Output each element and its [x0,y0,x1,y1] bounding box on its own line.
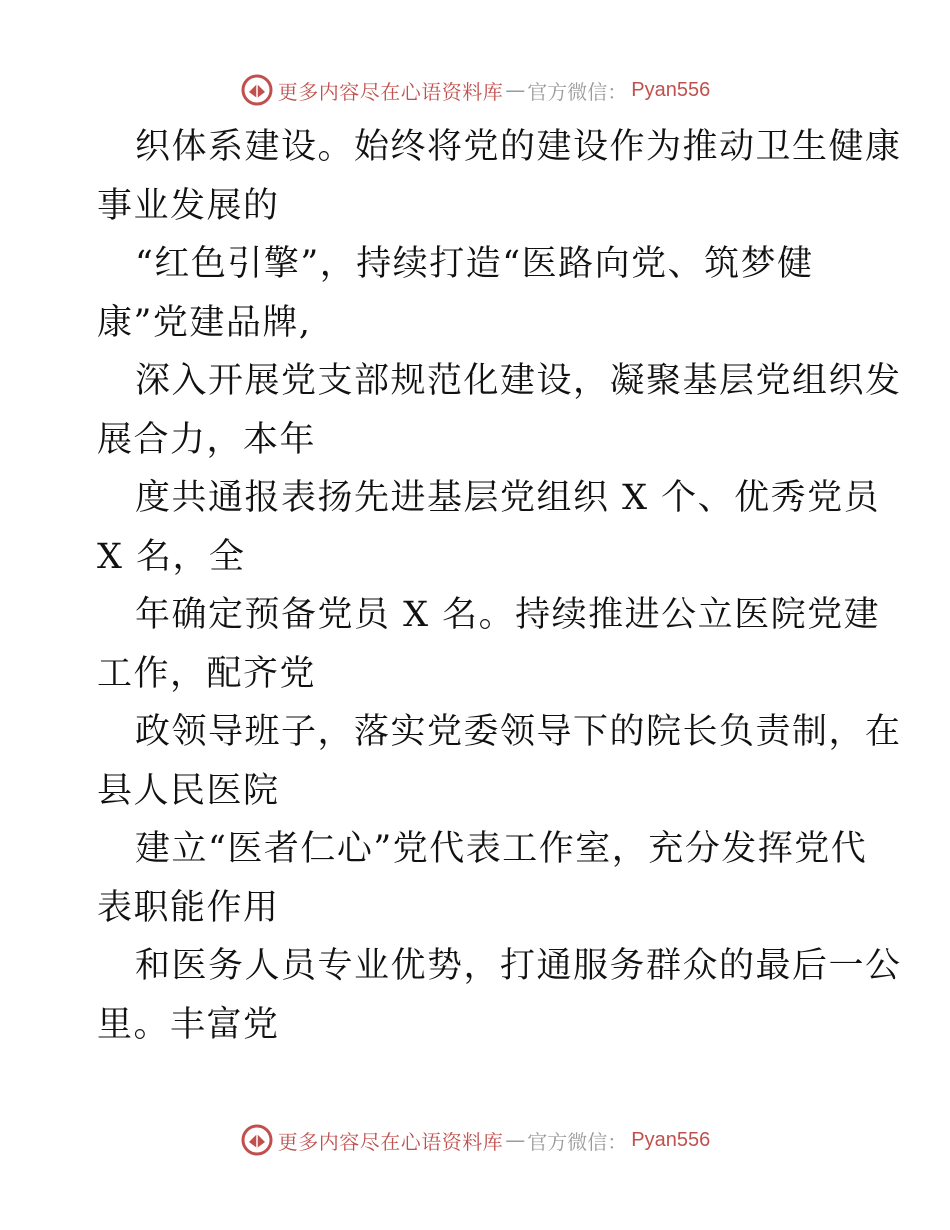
header-banner [0,70,950,110]
text-line: 县人民医院 [97,770,280,811]
text-line: 年确定预备党员 X 名。持续推进公立医院党建 [135,595,881,635]
banner-wechat-label: 官方微信 [527,1129,608,1154]
text-line: 展合力，本年 [97,419,317,460]
text-line: “红色引擎”，持续打造“医路向党、筑梦健 [135,244,814,284]
banner-site-text: 更多内容尽在心语资料库 [277,79,504,104]
text-line: 建立“医者仁心”党代表工作室，充分发挥党代 [135,829,868,869]
text-line: 度共通报表扬先进基层党组织 X 个、优秀党员 [135,478,881,518]
banner-wechat-label: 官方微信 [527,79,608,104]
banner-dash: — [505,78,526,102]
banner-wechat-handle: Pyan556 [631,78,711,101]
text-line: 事业发展的 [97,185,280,226]
banner-dash: — [505,1128,526,1152]
document-body [97,118,902,1054]
text-line: 深入开展党支部规范化建设，凝聚基层党组织发 [135,361,902,401]
banner-site-text: 更多内容尽在心语资料库 [277,1129,504,1154]
banner-wechat-handle: Pyan556 [631,1128,711,1151]
footer-banner [0,1120,950,1160]
banner-separator: ： [607,1129,628,1154]
banner-separator: ： [607,79,628,104]
text-line: 和医务人员专业优势，打通服务群众的最后一公 [135,946,902,986]
text-line: 织体系建设。始终将党的建设作为推动卫生健康 [135,127,902,167]
text-line: X 名，全 [97,536,246,577]
text-line: 政领导班子，落实党委领导下的院长负责制，在 [135,712,902,752]
text-line: 里。丰富党 [97,1004,280,1045]
text-line: 康”党建品牌, [97,302,312,343]
text-line: 表职能作用 [97,887,280,928]
text-line: 工作，配齐党 [97,653,317,694]
book-seal-icon [240,1123,274,1157]
book-seal-icon [240,73,274,107]
